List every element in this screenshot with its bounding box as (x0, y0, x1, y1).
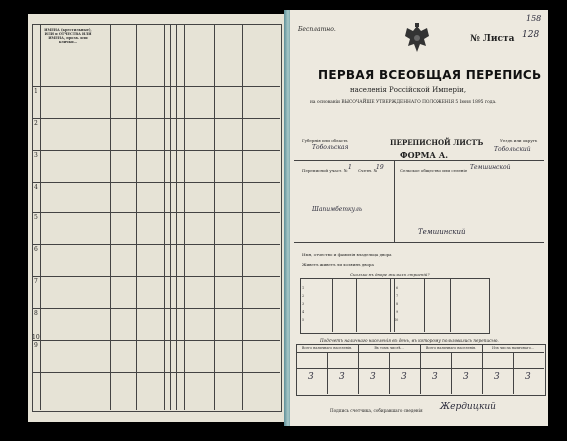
rooms-table (300, 278, 490, 334)
volost-value: Шапимбеткуль (312, 206, 363, 213)
province-value: Тобольская (312, 144, 349, 151)
imperial-eagle-icon (402, 22, 432, 56)
form-title: ПЕРЕПИСНОЙ ЛИСТЪ (390, 138, 484, 147)
community-value: Темшинской (470, 164, 511, 171)
uezd-value: Тобольский (494, 146, 531, 153)
row-number: 9 (34, 342, 38, 349)
form-name: ФОРМА А. (400, 150, 449, 160)
total-value: 3 (308, 372, 314, 382)
total-value: 3 (463, 372, 469, 382)
total-value: 3 (432, 372, 438, 382)
rooms-row: 1 (302, 286, 305, 290)
counting-district-value: 1 (348, 164, 352, 171)
total-value: 3 (401, 372, 407, 382)
rooms-row: 8 (396, 302, 399, 306)
row-number: 4 (34, 184, 38, 191)
rooms-row: 10 (394, 318, 399, 322)
totals-group-header: Всего наличнаго населенiя. (301, 346, 353, 350)
totals-group-header: Въ томъ числѣ... (374, 346, 404, 350)
row-number: 5 (34, 214, 38, 221)
uezd-label: Уездъ или округъ (500, 138, 538, 143)
sheet-number-label: № Листа (470, 34, 515, 44)
row-number: 2 (34, 120, 38, 127)
rooms-row: 4 (302, 310, 305, 314)
section-label: Счетн. № (358, 168, 378, 173)
left-header-col1: ИМЕНА (крестильные), ИЛИ и ОТЧЕСТВА ИЛИ ИМЕНА, прозв. или клички... (44, 28, 92, 44)
rooms-row: 5 (302, 318, 305, 322)
row-number: 7 (34, 278, 38, 285)
counting-district-label: Переписной участ. № (302, 168, 348, 173)
totals-title: Подсчетъ наличнаго населенiя въ день, въ которому пользовались переписью. (320, 338, 499, 343)
census-basis: на основанiи ВЫСОЧАЙШЕ УТВЕРЖДЕННАГО ПОЛОЖЕНIЯ 5 Iюня 1895 года. (310, 100, 497, 105)
row-number: 8 (34, 310, 38, 317)
row-number: 3 (34, 152, 38, 159)
total-value: 3 (525, 372, 531, 382)
totals-group-header: Всего наличнаго населенiя. (425, 346, 477, 350)
row-number: 1 (34, 88, 38, 95)
row-number: 6 (34, 246, 38, 253)
free-stamp: Бесплатно. (298, 26, 336, 33)
rooms-row: 6 (396, 286, 399, 290)
right-page (290, 10, 548, 426)
total-value: 3 (339, 372, 345, 382)
total-value: 3 (494, 372, 500, 382)
left-page (28, 14, 286, 422)
census-subtitle: населенiя Россiйской Имперiи, (350, 86, 467, 94)
enumerator-signature: Жердицкий (440, 402, 496, 412)
rooms-row: 2 (302, 294, 305, 298)
sheet-number-hand: 128 (522, 30, 540, 40)
how-many-line: Сколько въ дворе жилыхъ строенiй? (350, 272, 430, 277)
owner-name-line: Имя, отчество и фамилiя владельца двора (302, 252, 392, 257)
total-value: 3 (370, 372, 376, 382)
section-value: 19 (376, 164, 384, 171)
census-title: ПЕРВАЯ ВСЕОБЩАЯ ПЕРЕПИСЬ (318, 68, 542, 82)
living-line: Живетъ живетъ ли хозяинъ двора (302, 262, 374, 267)
side-notes (492, 272, 544, 332)
totals-group-header: Изъ числа наличнаго... (492, 346, 534, 350)
left-table-frame (32, 24, 282, 412)
row-number: 10 (32, 334, 40, 341)
rooms-row: 7 (396, 294, 399, 298)
rooms-row: 9 (396, 310, 399, 314)
owner-value: Темшинский (418, 228, 466, 236)
community-label: Сельское общество или селенiе (400, 168, 468, 173)
rooms-row: 3 (302, 302, 305, 306)
signature-label: Подпись счетчика, собиравшаго сведенiя (330, 408, 423, 413)
province-label: Губернiя или область (302, 138, 348, 143)
archive-number: 158 (526, 14, 542, 23)
